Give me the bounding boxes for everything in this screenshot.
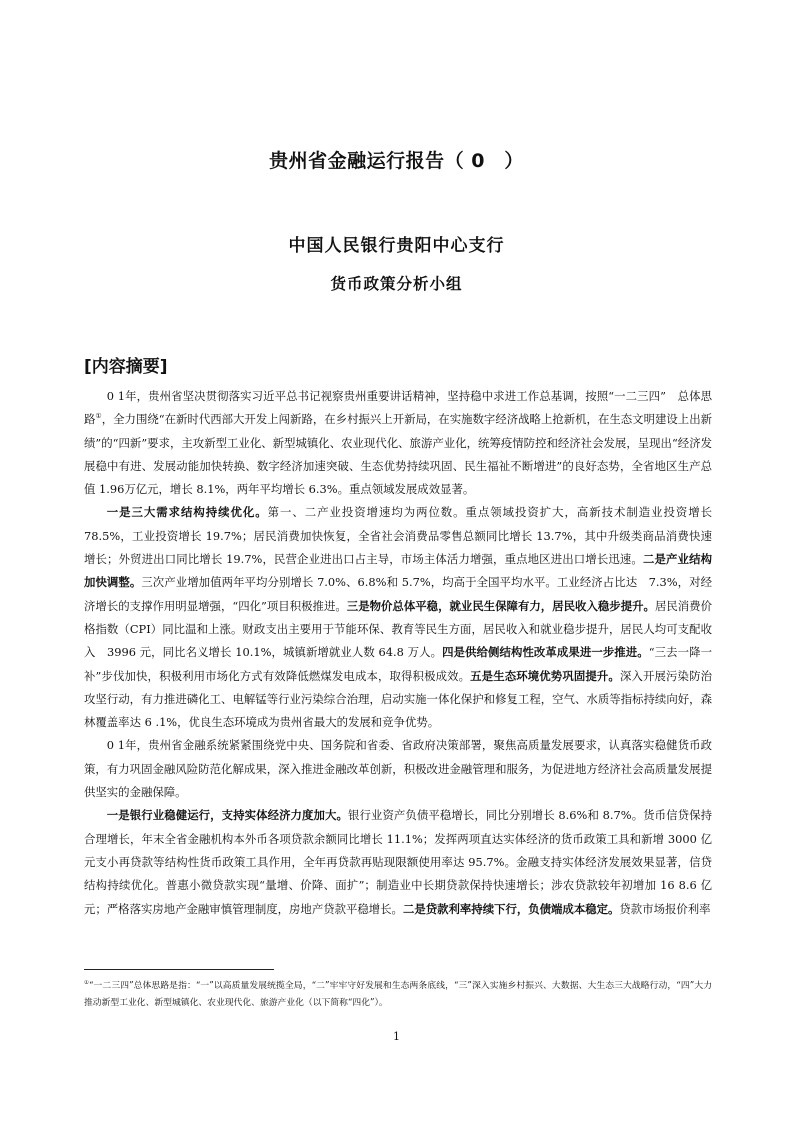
paragraph-finance-details: [84, 804, 712, 920]
text-segment: 0 1年，贵州省金融系统紧紧围绕党中央、国务院和省委、省政府决策部署，聚焦高质量发展要求，认真落实稳健货币政策，有力巩固金融风险防范化解成果，深入推进金融改革创新，积极改进金融管理和服务，为促进地方经济社会高质量发展提供坚实的金融保障。: [84, 738, 712, 800]
paragraph-economy-overview: [84, 385, 712, 501]
footnote-text: “一二三四”总体思路是指：“一”以高质量发展统揽全局，“二”牢牢守好发展和生态两条底线，“三”深入实施乡村振兴、大数据、大生态三大战略行动，“四”大力推动新型工业化、新型城镇化、农业现代化、旅游产业化（以下简称“四化”）。: [84, 981, 713, 1008]
text-segment: 贷款市场报价利率: [619, 901, 711, 916]
text-segment: 居民消费价格指数（CPI）同比温和上涨。财政支出主要用于节能环保、教育等民生方面，居民收入和就业稳步提升，居民人均可支配收入 3996 元，同比名义增长 10.1%，城镇新增就业人数 64.8 万人。: [84, 598, 712, 660]
abstract-body: [84, 385, 712, 921]
bold-point: 二是贷款利率持续下行，负债端成本稳定。: [402, 901, 620, 916]
organization-name: 中国人民银行贵阳中心支行: [288, 236, 505, 256]
footnote: [84, 978, 712, 1012]
report-title: 贵州省金融运行报告（ 0 ）: [269, 150, 524, 172]
page-number: 1: [393, 1030, 400, 1043]
bold-point: 一是银行业稳健运行，支持实体经济力度加大。: [106, 808, 348, 823]
text-segment: 0 1年，贵州省坚决贯彻落实习近平总书记视察贵州重要讲话精神，坚持稳中求进工作总基调，按照“一二三四” 总体思路: [84, 389, 712, 427]
footnote-ref: ①: [95, 411, 102, 421]
bold-point: 一是三大需求结构持续优化。: [106, 505, 268, 520]
text-segment: 深入开展污染防治攻坚行动，有力推进磷化工、电解锰等行业污染综合治理，启动实施一体化保护和修复工程，空气、水质等指标持续向好，森林覆盖率达 6 .1%，优良生态环境成为贵州省最大的发展和竞争优势。: [84, 668, 712, 730]
footnote-divider: [84, 969, 274, 970]
text-segment: 第一、二产业投资增速均为两位数。重点领域投资扩大，高新技术制造业投资增长 78.5%，工业投资增长 19.7%；居民消费加快恢复，全省社会消费品零售总额同比增长 13.7%，其中升级类商品消费快速增长；外贸进出口同比增长 19.7%，民营企业进出口占主导，市场主体活力增强，重点地区进出口增长迅速。: [84, 505, 712, 567]
paragraph-finance-overview: [84, 734, 712, 804]
footnote-marker: ①: [84, 980, 89, 987]
abstract-heading: [内容摘要]: [84, 357, 168, 377]
bold-point: 三是物价总体平稳，就业民生保障有力，居民收入稳步提升。: [346, 598, 655, 613]
bold-point: 五是生态环境优势巩固提升。: [470, 668, 620, 683]
text-segment: ，全力围绕“在新时代西部大开发上闯新路，在乡村振兴上开新局，在实施数字经济战略上抢新机，在生态文明建设上出新绩”的“四新”要求，主攻新型工业化、新型城镇化、农业现代化、旅游产业化，统筹疫情防控和经济社会发展，呈现出“经济发展稳中有进、发展动能加快转换、数字经济加速突破、生态优势持续巩固、民生福祉不断增进”的良好态势，全省地区生产总值 1.96万亿元，增长 8.1%，两年平均增长 6.3%。重点领域发展成效显著。: [84, 412, 712, 497]
text-segment: “三去一降一补”步伐加快，积极利用市场化方式有效降低燃煤发电成本，取得积极成效。: [84, 645, 712, 683]
paragraph-economy-details: [84, 501, 712, 734]
text-segment: 三次产业增加值两年平均分别增长 7.0%、6.8%和 5.7%，均高于全国平均水平。工业经济占比达 7.3%，对经济增长的支撑作用明显增强，“四化”项目积极推进。: [84, 575, 712, 613]
text-segment: 银行业资产负债平稳增长，同比分别增长 8.6%和 8.7%。货币信贷保持合理增长，年末全省金融机构本外币各项贷款余额同比增长 11.1%；发挥两项直达实体经济的货币政策工具和新增 3000 亿元支小再贷款等结构性货币政策工具作用，全年再贷款再贴现限额使用率达 95.7%。金融支持实体经济发展效果显著，信贷结构持续优化。普惠小微贷款实现“量增、价降、面扩”；制造业中长期贷款保持快速增长；涉农贷款较年初增加 16 8.6 亿元；严格落实房地产金融审慎管理制度，房地产贷款平稳增长。: [84, 808, 712, 916]
group-name: 货币政策分析小组: [330, 274, 463, 293]
bold-point: 二是产业结构加快调整。: [84, 552, 712, 590]
bold-point: 四是供给侧结构性改革成果进一步推进。: [442, 645, 649, 660]
